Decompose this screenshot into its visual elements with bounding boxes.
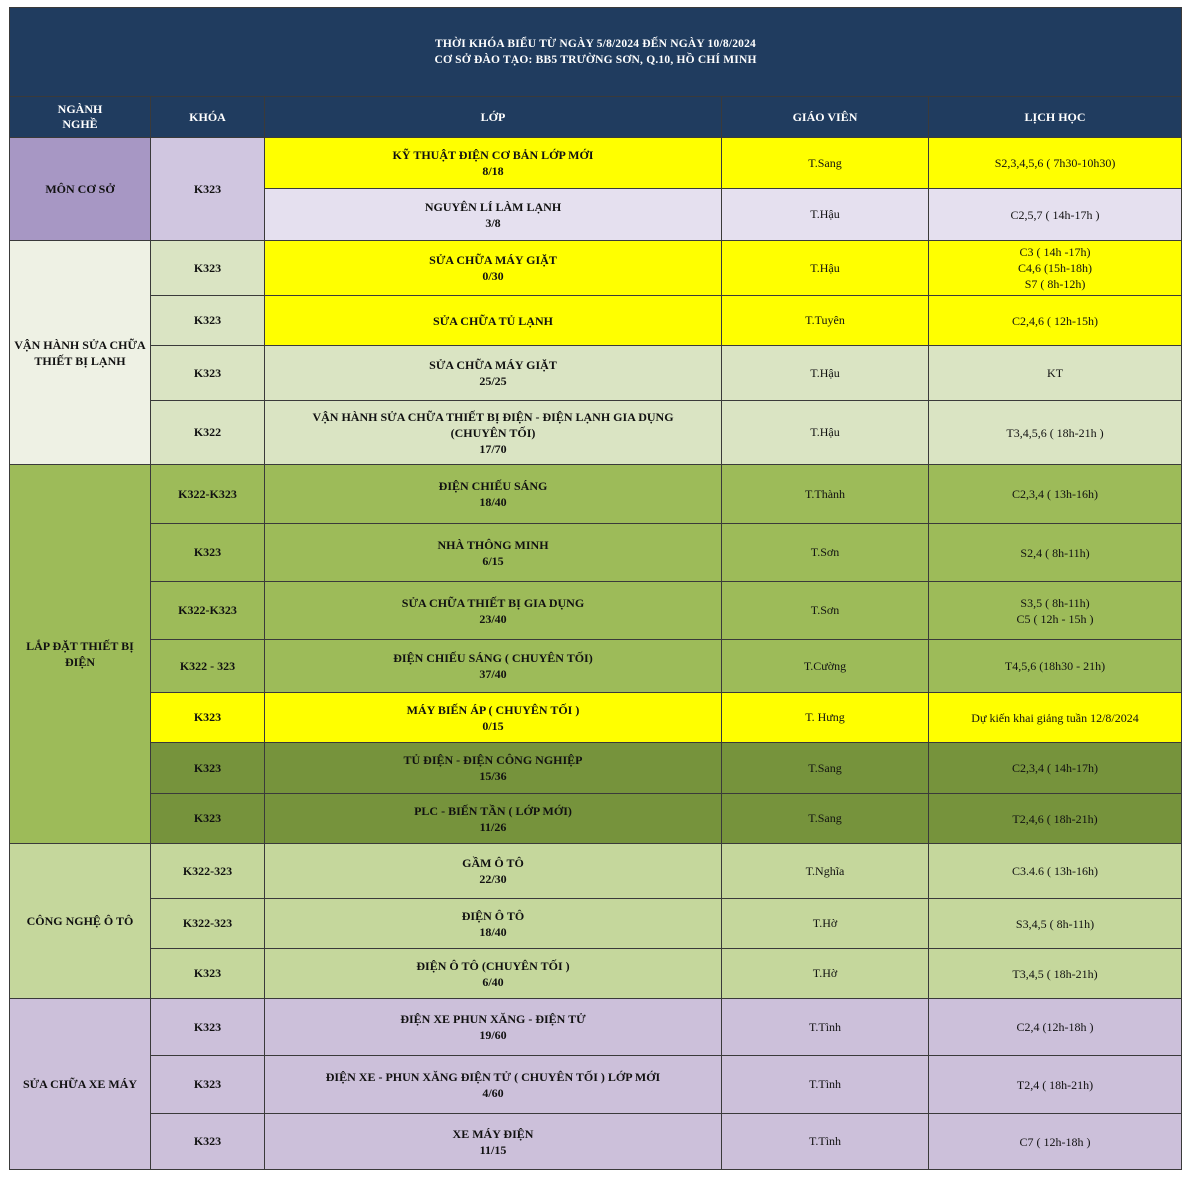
schedule-cell: [929, 899, 1182, 949]
schedule-line: C3 ( 14h -17h): [1019, 245, 1091, 259]
course-cell: K323: [151, 743, 265, 794]
schedule-cell: [929, 582, 1182, 640]
table-row: [10, 693, 1182, 743]
class-cell: [265, 582, 722, 640]
table-row: [10, 640, 1182, 693]
teacher-cell: T.Sơn: [722, 524, 929, 582]
schedule-line: C2,4,6 ( 12h-15h): [1012, 313, 1099, 328]
course-cell: K323: [151, 1056, 265, 1114]
class-name: NHÀ THÔNG MINH: [437, 537, 549, 552]
class-name: ĐIỆN XE PHUN XĂNG - ĐIỆN TỬ: [400, 1012, 586, 1026]
class-count: 0/15: [482, 718, 504, 733]
class-name: MÁY BIẾN ÁP ( CHUYÊN TỐI ): [406, 702, 580, 717]
teacher-cell: T.Hờ: [722, 949, 929, 999]
class-cell: [265, 241, 722, 296]
class-name: TỦ ĐIỆN - ĐIỆN CÔNG NGHIỆP: [403, 753, 583, 767]
class-cell: [265, 465, 722, 524]
class-cell: [265, 693, 722, 743]
class-cell: [265, 743, 722, 794]
schedule-line: T2,4 ( 18h-21h): [1016, 1077, 1094, 1092]
table-row: [10, 401, 1182, 465]
teacher-cell: T.Hậu: [722, 346, 929, 401]
class-name: VẬN HÀNH SỬA CHỮA THIẾT BỊ ĐIỆN - ĐIỆN LẠNH GIA DỤNG: [312, 409, 674, 424]
title-line-1: THỜI KHÓA BIỂU TỪ NGÀY 5/8/2024 ĐẾN NGÀY 10/8/2024: [435, 38, 757, 50]
schedule-cell: [929, 999, 1182, 1056]
class-cell: [265, 296, 722, 346]
class-cell: [265, 401, 722, 465]
class-name: ĐIỆN Ô TÔ (CHUYÊN TỐI ): [416, 958, 570, 973]
header-schedule: LỊCH HỌC: [929, 97, 1182, 138]
schedule-cell: [929, 241, 1182, 296]
table-row: [10, 138, 1182, 189]
class-count: 11/15: [479, 1142, 507, 1157]
course-cell: K322-K323: [151, 465, 265, 524]
teacher-cell: T.Cường: [722, 640, 929, 693]
class-name: KỸ THUẬT ĐIỆN CƠ BẢN LỚP MỚI: [392, 148, 594, 162]
schedule-cell: [929, 401, 1182, 465]
schedule-line: C7 ( 12h-18h ): [1019, 1134, 1091, 1149]
class-cell: [265, 346, 722, 401]
class-count: 18/40: [479, 495, 507, 509]
schedule-line: C2,4 (12h-18h ): [1016, 1020, 1094, 1034]
teacher-cell: T.Thành: [722, 465, 929, 524]
schedule-line: C5 ( 12h - 15h ): [1016, 611, 1094, 626]
table-row: [10, 524, 1182, 582]
page-title: [10, 8, 1182, 97]
class-cell: [265, 1056, 722, 1114]
title-line-2: CƠ SỞ ĐÀO TẠO: BB5 TRƯỜNG SƠN, Q.10, HỒ CHÍ MINH: [434, 54, 757, 66]
course-cell: K323: [151, 794, 265, 844]
schedule-line: C2,3,4 ( 14h-17h): [1012, 761, 1099, 775]
schedule-line: T3,4,5 ( 18h-21h): [1012, 966, 1098, 981]
class-cell: [265, 1114, 722, 1170]
schedule-cell: [929, 949, 1182, 999]
schedule-line: Dự kiến khai giảng tuần 12/8/2024: [971, 710, 1139, 725]
class-name: PLC - BIẾN TẦN ( LỚP MỚI): [414, 803, 572, 818]
class-name: SỬA CHỮA MÁY GIẶT: [429, 253, 557, 267]
teacher-cell: T.Sang: [722, 138, 929, 189]
schedule-cell: [929, 465, 1182, 524]
table-row: [10, 465, 1182, 524]
teacher-cell: T.Tình: [722, 1056, 929, 1114]
table-row: [10, 1114, 1182, 1170]
course-cell: K323: [151, 524, 265, 582]
schedule-cell: [929, 346, 1182, 401]
course-cell: K322 - 323: [151, 640, 265, 693]
schedule-cell: [929, 693, 1182, 743]
schedule-cell: [929, 524, 1182, 582]
course-cell: K323: [151, 693, 265, 743]
course-cell: K323: [151, 241, 265, 296]
schedule-line: S3,5 ( 8h-11h): [1020, 595, 1090, 610]
class-cell: [265, 794, 722, 844]
course-cell: K323: [151, 296, 265, 346]
class-cell: [265, 524, 722, 582]
schedule-line: T3,4,5,6 ( 18h-21h ): [1006, 425, 1104, 440]
course-cell: K322-323: [151, 844, 265, 899]
schedule-cell: [929, 296, 1182, 346]
header-major: [10, 97, 151, 138]
class-cell: [265, 138, 722, 189]
schedule-line: C2,3,4 ( 13h-16h): [1012, 487, 1099, 501]
teacher-cell: T.Hậu: [722, 241, 929, 296]
course-cell: K323: [151, 1114, 265, 1170]
class-cell: [265, 640, 722, 693]
teacher-cell: T.Hậu: [722, 401, 929, 465]
class-cell: [265, 189, 722, 241]
schedule-line: KT: [1047, 366, 1064, 380]
table-row: [10, 296, 1182, 346]
class-count: 8/18: [482, 164, 504, 178]
group-o-to: CÔNG NGHỆ Ô TÔ: [10, 844, 151, 999]
group-lap-dat: LẮP ĐẶT THIẾT BỊ ĐIỆN: [10, 465, 151, 844]
class-name: ĐIỆN CHIẾU SÁNG ( CHUYÊN TỐI): [393, 651, 593, 665]
teacher-cell: T.Sang: [722, 743, 929, 794]
table-row: [10, 899, 1182, 949]
class-count: 25/25: [479, 374, 507, 388]
class-count: 0/30: [482, 269, 504, 283]
class-count: 11/26: [479, 819, 507, 834]
header-major-line-2: NGHỀ: [62, 117, 98, 131]
course-cell: K323: [151, 999, 265, 1056]
teacher-cell: T.Hậu: [722, 189, 929, 241]
schedule-cell: [929, 640, 1182, 693]
schedule-line: S3,4,5 ( 8h-11h): [1015, 916, 1095, 931]
schedule-cell: [929, 1056, 1182, 1114]
schedule-cell: [929, 794, 1182, 844]
class-name: ĐIỆN Ô TÔ: [461, 908, 525, 923]
table-row: [10, 346, 1182, 401]
teacher-cell: T.Hờ: [722, 899, 929, 949]
schedule-cell: [929, 138, 1182, 189]
class-name: XE MÁY ĐIỆN: [452, 1126, 534, 1141]
table-row: [10, 949, 1182, 999]
teacher-cell: T. Hưng: [722, 693, 929, 743]
schedule-line: T2,4,6 ( 18h-21h): [1012, 811, 1098, 826]
schedule-cell: [929, 1114, 1182, 1170]
schedule-cell: [929, 844, 1182, 899]
teacher-cell: T.Tình: [722, 1114, 929, 1170]
title-row: [10, 8, 1182, 97]
header-course: KHÓA: [151, 97, 265, 138]
teacher-cell: T.Tuyên: [722, 296, 929, 346]
course-cell: K322: [151, 401, 265, 465]
class-name: ĐIỆN XE - PHUN XĂNG ĐIỆN TỬ ( CHUYÊN TỐI ) LỚP MỚI: [325, 1069, 661, 1084]
class-name: ĐIỆN CHIẾU SÁNG: [438, 479, 548, 493]
class-name: SỬA CHỮA MÁY GIẶT: [429, 358, 557, 372]
schedule-line: C3.4.6 ( 13h-16h): [1012, 864, 1099, 878]
class-name: GẦM Ô TÔ: [462, 856, 524, 870]
class-count: 18/40: [479, 924, 507, 939]
class-count: 22/30: [479, 872, 507, 886]
class-count: 19/60: [479, 1028, 507, 1042]
course-cell: K323: [151, 346, 265, 401]
class-count: 6/15: [482, 553, 504, 568]
class-count: 6/40: [482, 974, 504, 989]
teacher-cell: T.Nghĩa: [722, 844, 929, 899]
class-cell: [265, 844, 722, 899]
class-name: NGUYÊN LÍ LÀM LẠNH: [424, 199, 562, 214]
class-count: 15/36: [479, 769, 507, 783]
class-count: 23/40: [479, 611, 507, 626]
class-cell: [265, 999, 722, 1056]
table-row: [10, 743, 1182, 794]
group-mon-co-so: MÔN CƠ SỞ: [10, 138, 151, 241]
course-cell: K323: [151, 949, 265, 999]
schedule-line: S2,4 ( 8h-11h): [1020, 545, 1090, 560]
teacher-cell: T.Sơn: [722, 582, 929, 640]
table-row: [10, 1056, 1182, 1114]
schedule-line: S2,3,4,5,6 ( 7h30-10h30): [994, 156, 1116, 170]
schedule-line: C2,5,7 ( 14h-17h ): [1010, 207, 1100, 222]
schedule-cell: [929, 743, 1182, 794]
class-name: SỬA CHỮA THIẾT BỊ GIA DỤNG: [401, 595, 585, 610]
table-row: [10, 844, 1182, 899]
table-row: [10, 582, 1182, 640]
teacher-cell: T.Tình: [722, 999, 929, 1056]
schedule-line: T4,5,6 (18h30 - 21h): [1004, 659, 1106, 673]
group-xe-may: SỬA CHỮA XE MÁY: [10, 999, 151, 1170]
course-cell: K323: [151, 138, 265, 241]
class-count: 17/70: [479, 441, 507, 456]
class-cell: [265, 899, 722, 949]
class-cell: [265, 949, 722, 999]
class-count: 37/40: [479, 667, 507, 681]
class-name-2: (CHUYÊN TỐI): [450, 425, 536, 440]
schedule-cell: [929, 189, 1182, 241]
header-teacher: GIÁO VIÊN: [722, 97, 929, 138]
group-van-hanh: VẬN HÀNH SỬA CHỮA THIẾT BỊ LẠNH: [10, 241, 151, 465]
table-row: [10, 999, 1182, 1056]
header-major-line-1: NGÀNH: [57, 102, 103, 116]
timetable: [9, 7, 1182, 1170]
course-cell: K322-K323: [151, 582, 265, 640]
class-count: 3/8: [485, 215, 501, 230]
schedule-line: S7 ( 8h-12h): [1024, 277, 1086, 291]
header-row: [10, 97, 1182, 138]
table-row: [10, 241, 1182, 296]
course-cell: K322-323: [151, 899, 265, 949]
class-count: 4/60: [482, 1085, 504, 1100]
teacher-cell: T.Sang: [722, 794, 929, 844]
table-row: [10, 794, 1182, 844]
header-class: LỚP: [265, 97, 722, 138]
schedule-line: C4,6 (15h-18h): [1018, 261, 1093, 275]
class-name: SỬA CHỮA TỦ LẠNH: [433, 313, 553, 328]
